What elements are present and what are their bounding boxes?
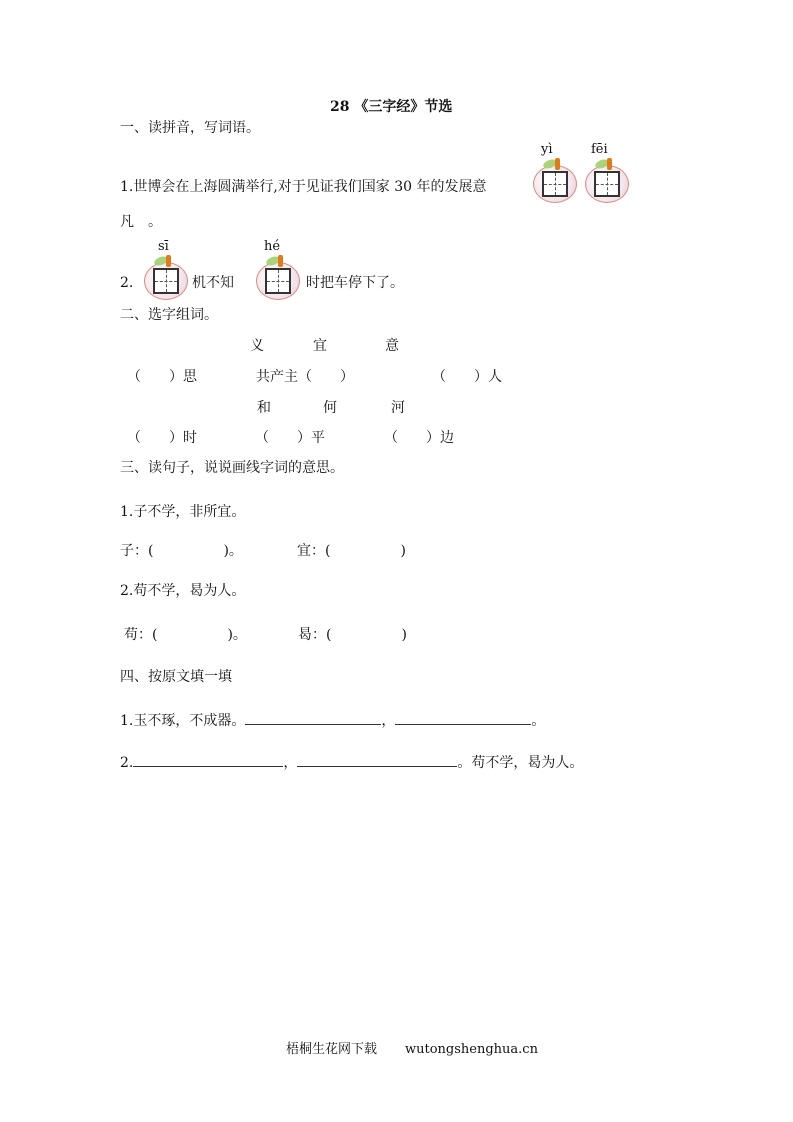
s4-q2-start: 2. xyxy=(120,755,134,771)
answer-blank[interactable] xyxy=(395,710,531,725)
q1-tail: 凡 。 xyxy=(120,214,162,230)
answer-blank[interactable] xyxy=(297,752,457,767)
footer-url[interactable]: wutongshenghua.cn xyxy=(405,1042,538,1057)
pinyin-label: sī xyxy=(158,239,169,254)
pinyin-label: yì xyxy=(541,142,553,157)
fill-item: （ ）时 xyxy=(127,430,197,446)
choice-char: 意 xyxy=(385,338,399,354)
choice-char: 何 xyxy=(323,400,337,416)
fill-item: （ ）边 xyxy=(384,430,454,446)
pinyin-label: hé xyxy=(264,239,281,254)
choice-char: 宜 xyxy=(313,338,327,354)
apple-write-box[interactable] xyxy=(531,155,579,203)
apple-write-box[interactable] xyxy=(254,252,302,300)
period: 。 xyxy=(531,713,546,729)
apple-write-box[interactable] xyxy=(142,252,190,300)
s4-q2-end: 。苟不学，曷为人。 xyxy=(457,755,584,771)
s4-q1-start: 1.玉不琢，不成器。 xyxy=(120,713,246,729)
section-1-heading: 一、读拼音，写词语。 xyxy=(120,120,260,136)
answer-blank[interactable] xyxy=(245,710,381,725)
s3-q1-answer-b: 宜：( ) xyxy=(297,543,406,559)
s3-q1-answer-a: 子：( )。 xyxy=(120,543,243,559)
s4-q2 xyxy=(120,752,583,772)
fill-item: （ ）思 xyxy=(127,369,197,385)
s3-q2: 2.苟不学，曷为人。 xyxy=(120,583,246,599)
q2-tail: 时把车停下了。 xyxy=(306,275,404,291)
choice-char: 和 xyxy=(257,400,271,416)
s3-q2-answer-b: 曷：( ) xyxy=(298,627,407,643)
q2-middle: 机不知 xyxy=(192,275,234,291)
answer-blank[interactable] xyxy=(133,752,283,767)
choice-char: 河 xyxy=(391,400,405,416)
q2-number: 2. xyxy=(120,275,134,291)
section-2-heading: 二、选字组词。 xyxy=(120,307,218,323)
fill-item: （ ）平 xyxy=(255,430,325,446)
section-3-heading: 三、读句子，说说画线字词的意思。 xyxy=(120,460,344,476)
fill-item: 共产主（ ） xyxy=(256,369,354,385)
pinyin-label: fēi xyxy=(591,142,608,157)
s4-q1 xyxy=(120,710,545,730)
choice-char: 义 xyxy=(250,338,264,354)
s3-q1: 1.子不学，非所宜。 xyxy=(120,504,246,520)
fill-item: （ ）人 xyxy=(432,369,502,385)
comma: ， xyxy=(283,755,298,771)
page-title: 28 《三字经》节选 xyxy=(330,99,453,115)
footer-source: 梧桐生花网下载 xyxy=(286,1042,378,1057)
s3-q2-answer-a: 苟：( )。 xyxy=(124,627,247,643)
apple-write-box[interactable] xyxy=(583,155,631,203)
q1-text: 1.世博会在上海圆满举行,对于见证我们国家 30 年的发展意 xyxy=(120,179,487,195)
comma: ， xyxy=(381,713,396,729)
section-4-heading: 四、按原文填一填 xyxy=(120,669,232,685)
